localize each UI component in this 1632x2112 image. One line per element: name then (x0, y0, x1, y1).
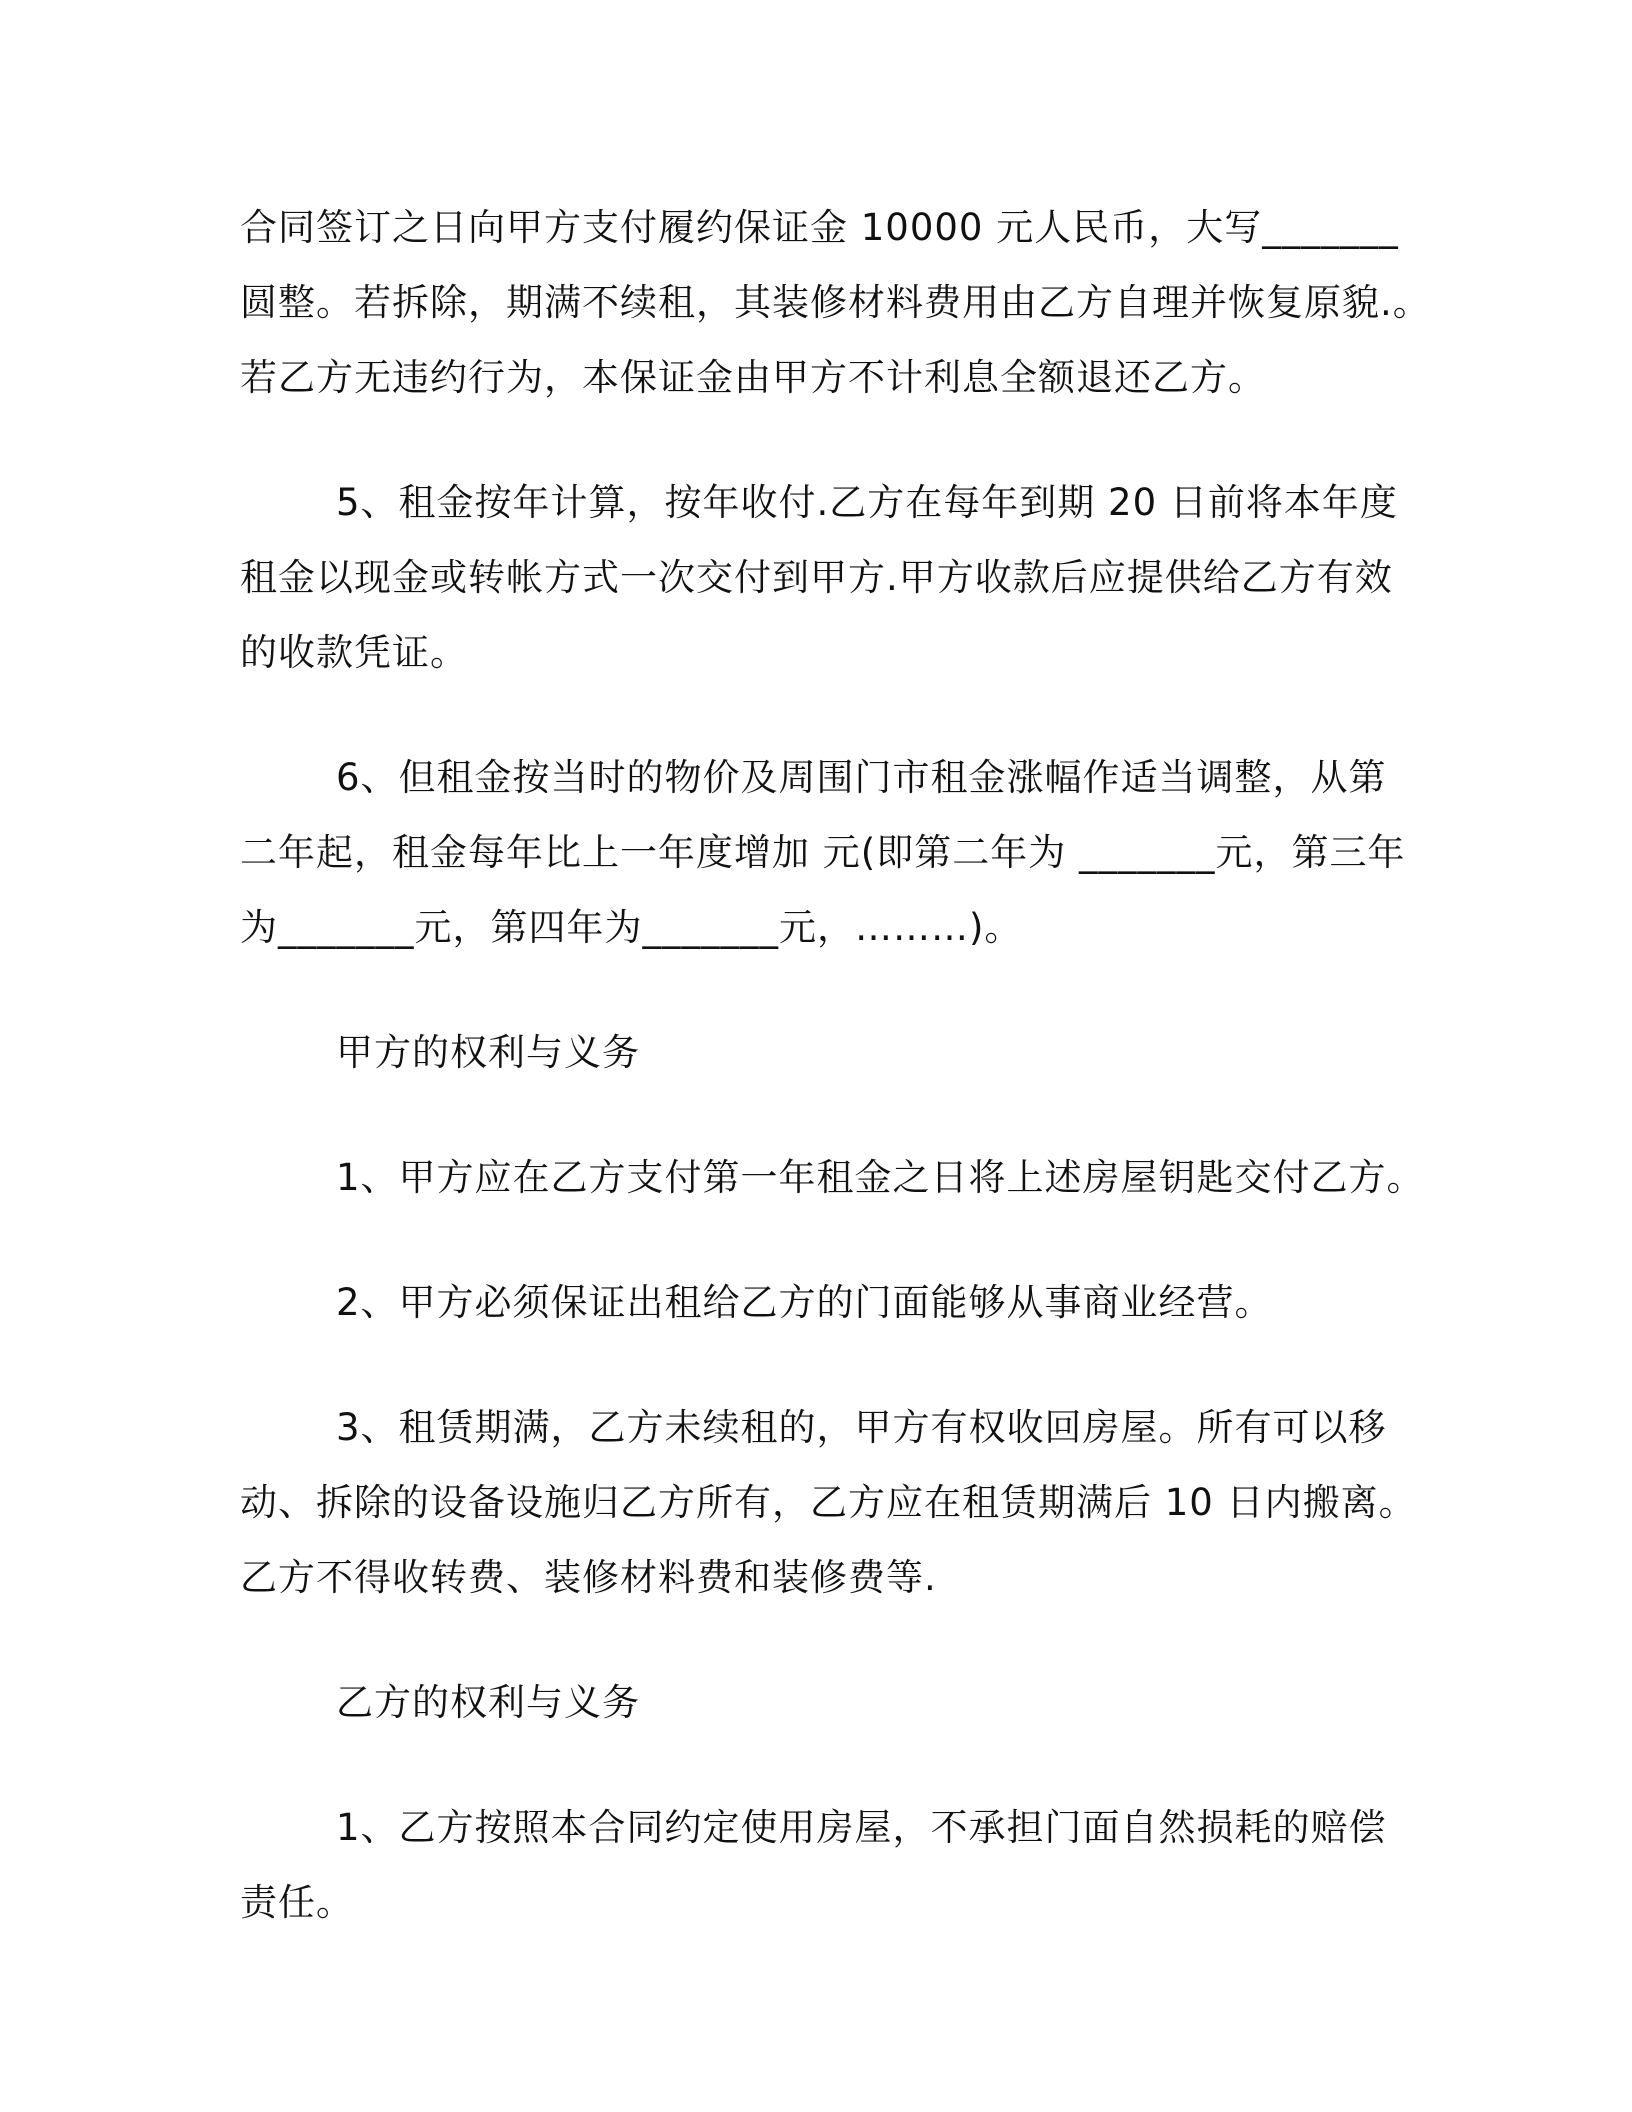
text-line: 6、但租金按当时的物价及周围门市租金涨幅作适当调整，从第 (336, 756, 1387, 799)
text-line: 若乙方无违约行为，本保证金由甲方不计利息全额退还乙方。 (240, 356, 1266, 399)
text-line: 责任。 (240, 1881, 354, 1924)
text-line: 3、租赁期满，乙方未续租的，甲方有权收回房屋。所有可以移 (336, 1406, 1387, 1449)
text-line: 租金以现金或转帐方式一次交付到甲方.甲方收款后应提供给乙方有效 (240, 556, 1393, 599)
paragraph-deposit (240, 190, 1431, 415)
text-line: 5、租金按年计算，按年收付.乙方在每年到期 20 日前将本年度 (336, 481, 1398, 524)
text-line: 的收款凭证。 (240, 631, 468, 674)
paragraph-a1 (240, 1140, 1425, 1215)
text-line: 二年起，租金每年比上一年度增加 元(即第二年为 _______元，第三年 (240, 831, 1406, 874)
text-line: 为_______元，第四年为_______元，………)。 (240, 906, 1023, 949)
section-heading: 甲方的权利与义务 (336, 1031, 640, 1074)
paragraph-a2 (240, 1265, 1400, 1340)
document-page (240, 190, 1431, 1940)
section-heading: 乙方的权利与义务 (336, 1681, 640, 1724)
paragraph-b1 (240, 1790, 1400, 1940)
paragraph-rent-payment (240, 465, 1400, 690)
heading-party-a-rights (240, 1015, 1400, 1090)
text-line: 圆整。若拆除，期满不续租，其装修材料费用由乙方自理并恢复原貌.。 (240, 281, 1431, 324)
text-line: 2、甲方必须保证出租给乙方的门面能够从事商业经营。 (336, 1281, 1273, 1324)
text-line: 1、甲方应在乙方支付第一年租金之日将上述房屋钥匙交付乙方。 (336, 1156, 1425, 1199)
heading-party-b-rights (240, 1665, 1400, 1740)
text-line: 1、乙方按照本合同约定使用房屋，不承担门面自然损耗的赔偿 (336, 1806, 1387, 1849)
text-line: 动、拆除的设备设施归乙方所有，乙方应在租赁期满后 10 日内搬离。 (240, 1481, 1417, 1524)
text-line: 乙方不得收转费、装修材料费和装修费等. (240, 1556, 937, 1599)
paragraph-a3 (240, 1390, 1417, 1615)
text-line: 合同签订之日向甲方支付履约保证金 10000 元人民币，大写_______ (240, 206, 1399, 249)
paragraph-rent-adjust (240, 740, 1406, 965)
